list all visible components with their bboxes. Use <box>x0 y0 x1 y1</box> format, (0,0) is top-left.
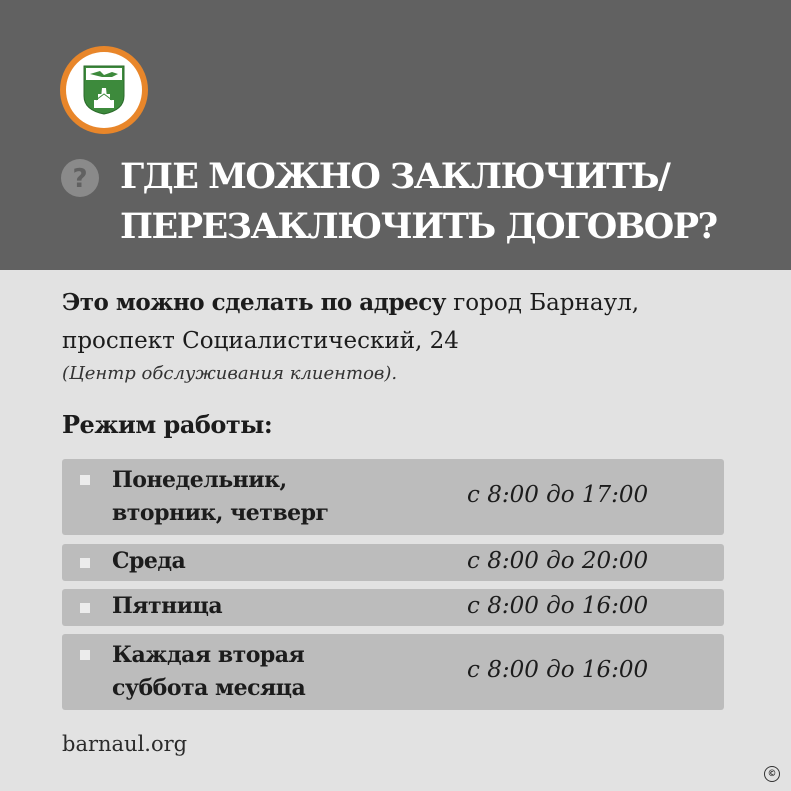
svg-text:?: ? <box>72 164 88 194</box>
address-block <box>62 284 752 388</box>
schedule-row <box>62 634 724 710</box>
address-note: (Центр обслуживания клиентов). <box>62 363 398 384</box>
day-line-1: Понедельник, <box>112 467 287 493</box>
day-line-1: Каждая вторая <box>112 642 305 668</box>
day-line-1: Пятница <box>112 593 223 619</box>
schedule-time: с 8:00 до 17:00 <box>467 482 649 508</box>
address-lead: Это можно сделать по адресу <box>62 289 446 316</box>
address-text: город Барнаул, проспект Социалистический, 24 <box>62 290 640 354</box>
website-link[interactable]: barnaul.org <box>62 732 188 756</box>
day-line-1: Среда <box>112 548 186 574</box>
bullet-icon <box>80 475 90 485</box>
bullet-icon <box>80 603 90 613</box>
schedule-day <box>112 639 305 705</box>
day-line-2: вторник, четверг <box>112 500 329 526</box>
day-line-2: суббота месяца <box>112 675 306 701</box>
bullet-icon <box>80 558 90 568</box>
schedule-row <box>62 544 724 581</box>
header-banner <box>0 0 791 270</box>
schedule-time: с 8:00 до 16:00 <box>467 657 649 683</box>
schedule-day <box>112 545 185 578</box>
schedule-heading: Режим работы: <box>62 410 273 439</box>
title-line-1: ГДЕ МОЖНО ЗАКЛЮЧИТЬ/ <box>120 156 670 197</box>
schedule-row <box>62 459 724 535</box>
schedule-time: с 8:00 до 16:00 <box>467 593 649 619</box>
bullet-icon <box>80 650 90 660</box>
copyright-icon: © <box>764 766 780 782</box>
page-title <box>120 152 717 252</box>
schedule-day <box>112 590 222 623</box>
barnaul-coat-of-arms-icon <box>60 46 148 134</box>
question-circle-icon <box>60 158 100 198</box>
title-line-2: ПЕРЕЗАКЛЮЧИТЬ ДОГОВОР? <box>120 206 717 247</box>
schedule-time: с 8:00 до 20:00 <box>467 548 649 574</box>
schedule-row <box>62 589 724 626</box>
schedule-day <box>112 464 328 530</box>
